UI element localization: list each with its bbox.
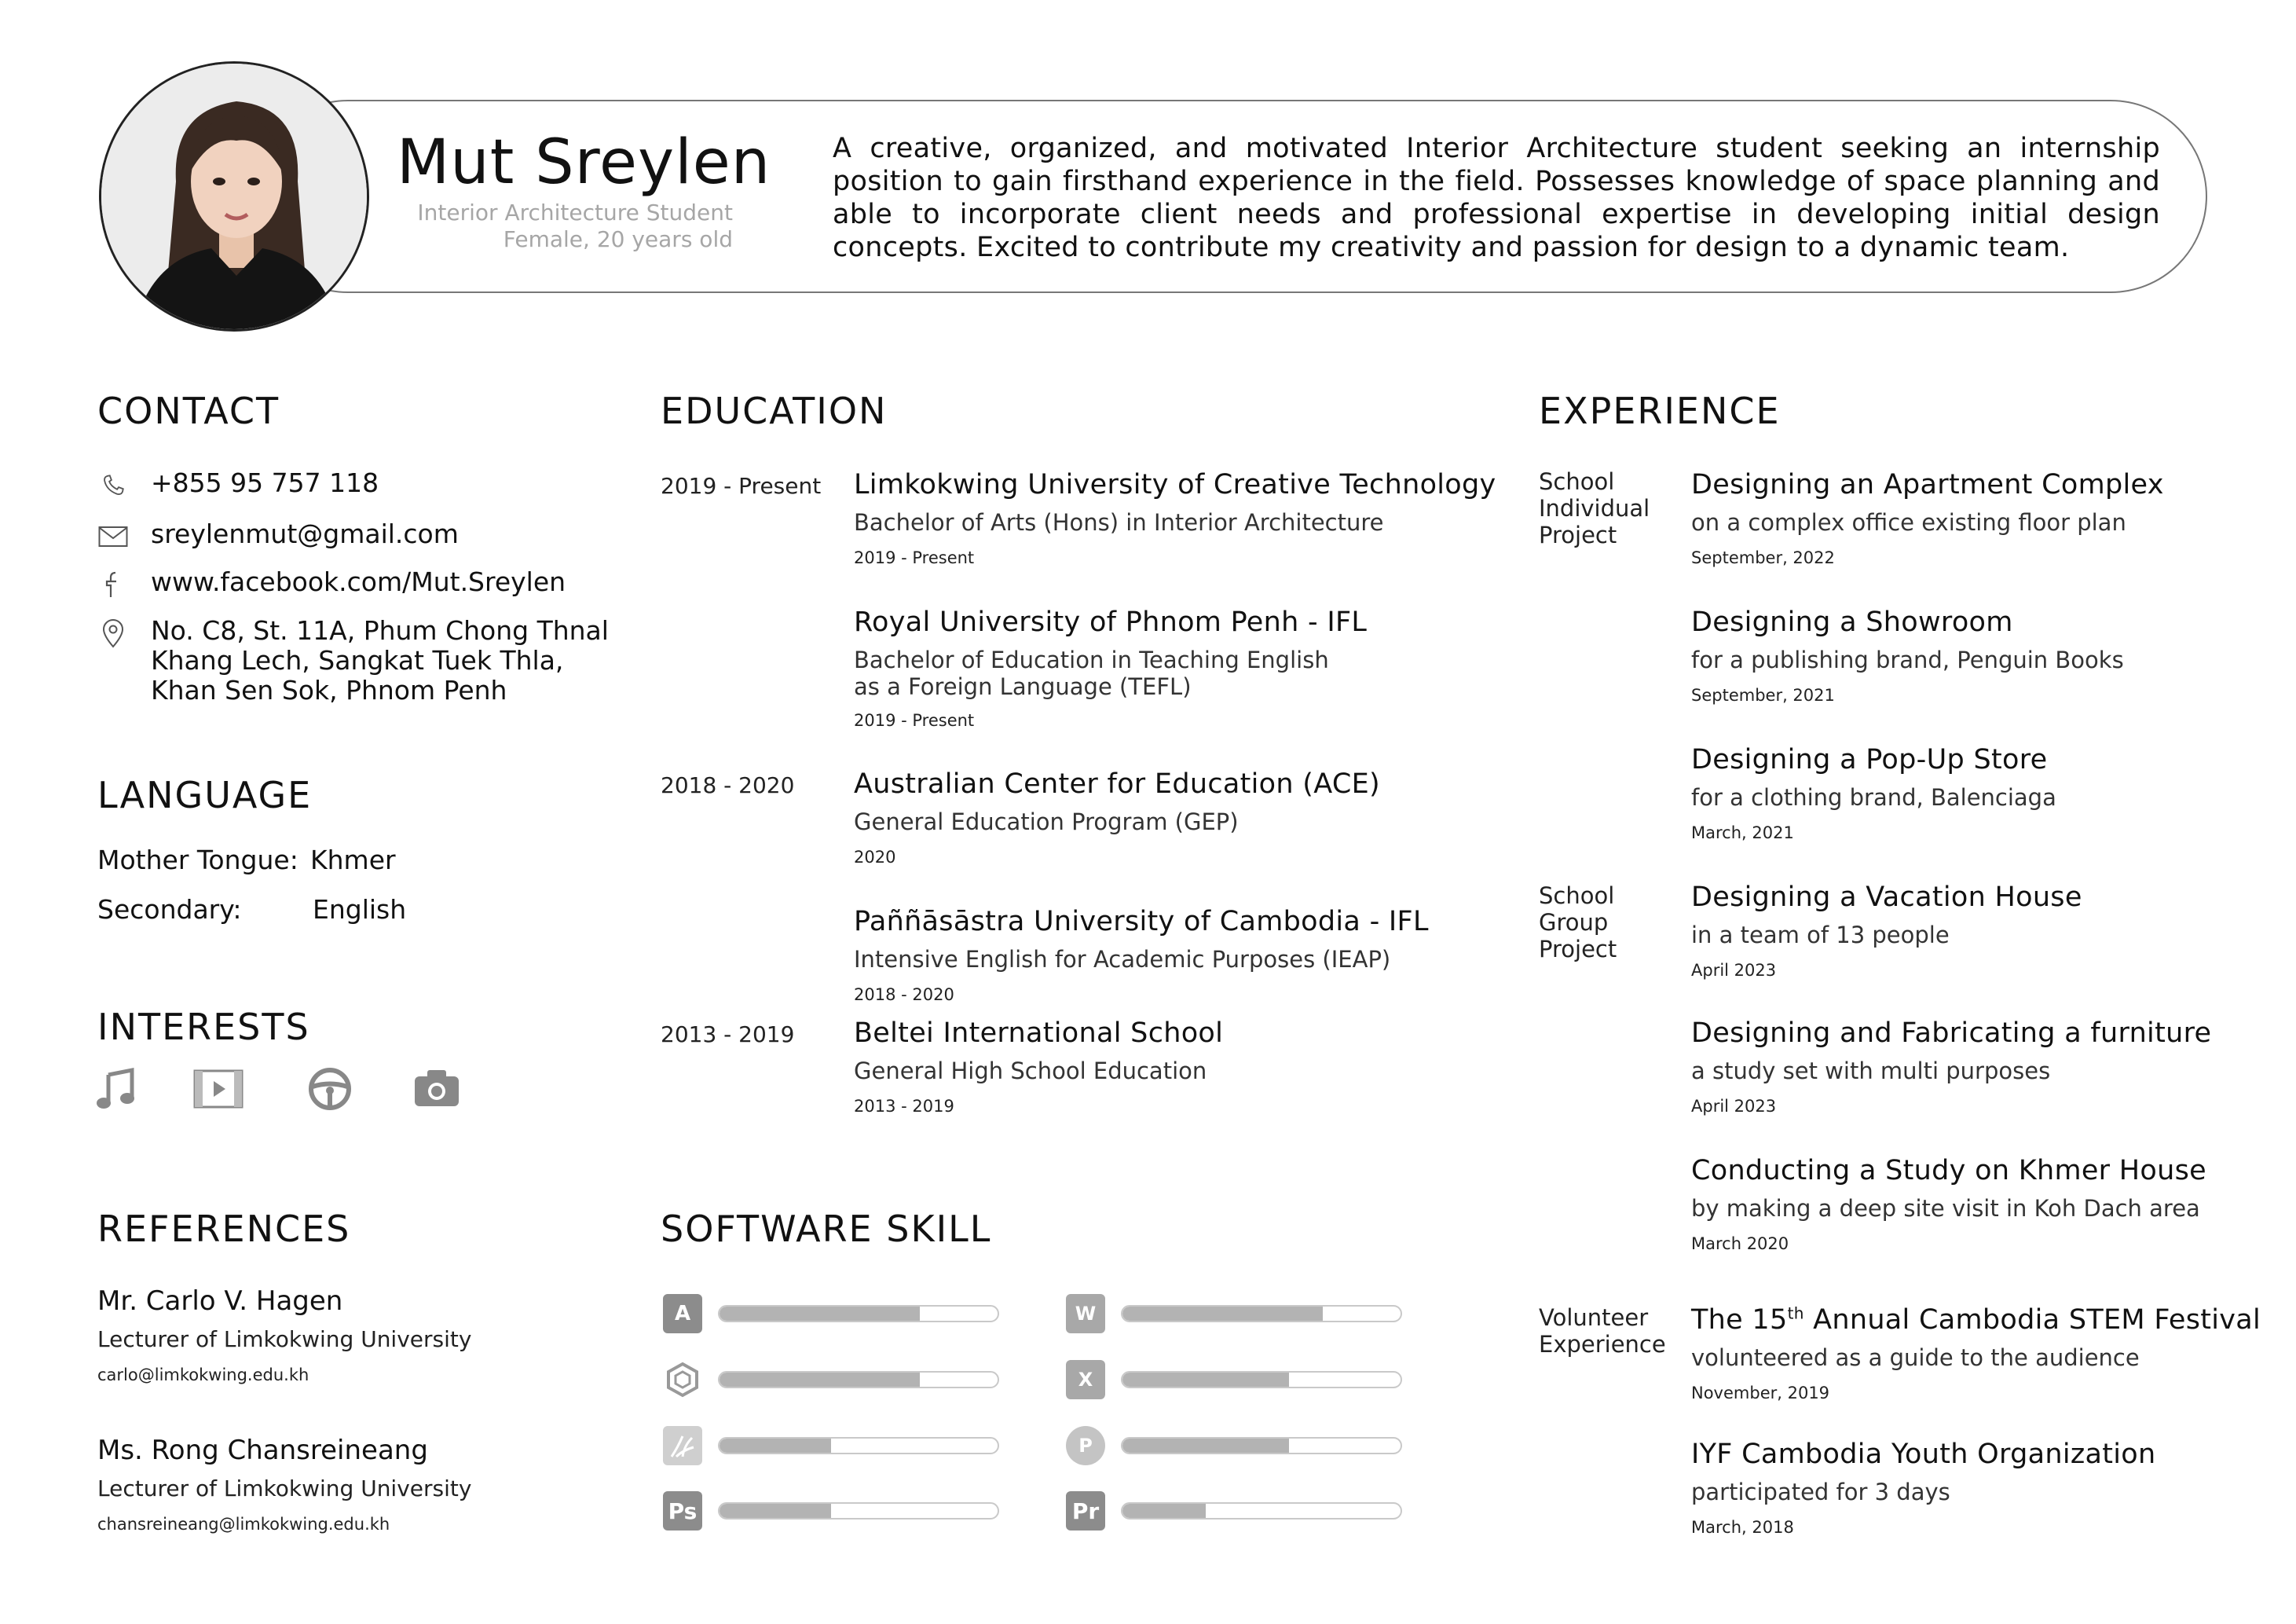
language-label: Mother Tongue: [97,845,298,875]
education-program: General High School Education [854,1058,1207,1084]
premiere-icon: Pr [1066,1491,1105,1531]
software-skill-row [663,1426,999,1465]
reference-name: Ms. Rong Chansreineang [97,1435,428,1466]
education-school: Royal University of Phnom Penh - IFL [854,607,1368,638]
film-icon [192,1067,240,1114]
reference-role: Lecturer of Limkokwing University [97,1326,472,1352]
contact-heading: CONTACT [97,390,280,432]
experience-category: School Group Project [1539,882,1617,962]
steering-wheel-icon [308,1067,355,1114]
experience-heading: EXPERIENCE [1539,390,1781,432]
experience-category: Volunteer Experience [1539,1304,1666,1358]
envelope-icon [97,521,129,552]
enscape-icon [663,1426,702,1465]
experience-date: March, 2018 [1691,1518,1794,1537]
contact-email [97,519,459,552]
software-heading: SOFTWARE SKILL [661,1208,992,1250]
education-program: Intensive English for Academic Purposes (IEAP) [854,946,1391,973]
experience-description: by making a deep site visit in Koh Dach area [1691,1195,2200,1222]
experience-date: November, 2019 [1691,1384,1830,1402]
experience-date: March 2020 [1691,1234,1789,1253]
experience-description: in a team of 13 people [1691,922,1950,948]
software-skill-row [1066,1294,1402,1333]
software-skill-row [663,1491,999,1531]
reference-name: Mr. Carlo V. Hagen [97,1285,343,1317]
skill-bar-track [718,1305,999,1322]
experience-description: on a complex office existing floor plan [1691,509,2126,536]
software-skill-row [1066,1360,1402,1399]
skill-bar-fill [720,1373,920,1387]
software-skill-row [663,1294,999,1333]
facebook-text: www.facebook.com/Mut.Sreylen [151,566,566,597]
skill-bar-track [1121,1305,1402,1322]
address-text: No. C8, St. 11A, Phum Chong Thnal Khang Lech, Sangkat Tuek Thla, Khan Sen Sok, Phnom Penh [151,615,609,706]
skill-bar-track [718,1502,999,1520]
software-skill-row [1066,1426,1402,1465]
education-program: Bachelor of Education in Teaching English as a Foreign Language (TEFL) [854,647,1329,700]
skill-bar-track [1121,1502,1402,1520]
experience-description: for a publishing brand, Penguin Books [1691,647,2124,673]
candidate-role: Interior Architecture Student [417,200,733,225]
education-program: General Education Program (GEP) [854,808,1239,835]
education-dates: 2019 - Present [854,711,975,730]
experience-date: April 2023 [1691,1097,1777,1116]
education-school: Australian Center for Education (ACE) [854,768,1380,800]
education-school: Paññāsāstra University of Cambodia - IFL [854,906,1429,937]
excel-icon: X [1066,1360,1105,1399]
facebook-icon [97,569,129,600]
reference-email[interactable]: chansreineang@limkokwing.edu.kh [97,1515,390,1534]
education-date-range: 2013 - 2019 [661,1021,795,1047]
ordinal-suffix: th [1787,1303,1804,1323]
candidate-name: Mut Sreylen [397,127,771,198]
experience-category: School Individual Project [1539,468,1650,548]
education-dates: 2019 - Present [854,548,975,567]
experience-description: a study set with multi purposes [1691,1058,2051,1084]
software-skill-row [1066,1491,1402,1531]
experience-title: Designing a Pop-Up Store [1691,744,2048,775]
profile-photo [101,64,369,332]
contact-phone [97,468,379,501]
phone-text: +855 95 757 118 [151,467,379,498]
experience-description: for a clothing brand, Balenciaga [1691,784,2056,811]
experience-description: participated for 3 days [1691,1479,1950,1505]
contact-address [97,616,609,706]
experience-date: September, 2021 [1691,686,1835,705]
experience-title-text: The 15 [1691,1304,1788,1336]
powerpoint-icon: P [1066,1426,1105,1465]
experience-description: volunteered as a guide to the audience [1691,1344,2140,1371]
summary-text: A creative, organized, and motivated Interior Architecture student seeking an internship position to gain firsthand experience in the field. Possesses knowledge of space planning and able to incorporate client needs and professional expertise in developing initial design concepts. Excited to contribute my creativity and passion for design to a dynamic team. [833,133,2160,263]
language-label: Secondary: [97,894,242,925]
experience-title: IYF Cambodia Youth Organization [1691,1439,2156,1470]
contact-facebook [97,567,566,600]
sketchup-icon [663,1360,702,1399]
education-date-range: 2019 - Present [661,473,822,499]
skill-bar-track [1121,1437,1402,1454]
language-value: Khmer [310,845,396,875]
experience-title: Designing an Apartment Complex [1691,469,2164,500]
experience-date: April 2023 [1691,961,1777,980]
skill-bar-fill [1122,1307,1323,1321]
language-value: English [313,894,407,925]
software-skill-row [663,1360,999,1399]
education-heading: EDUCATION [661,390,888,432]
experience-title: Designing a Showroom [1691,607,2013,638]
references-heading: REFERENCES [97,1208,351,1250]
autocad-icon: A [663,1294,702,1333]
word-icon: W [1066,1294,1105,1333]
email-text: sreylenmut@gmail.com [151,519,459,549]
skill-bar-track [718,1371,999,1388]
skill-bar-fill [720,1307,920,1321]
camera-icon [413,1067,460,1114]
skill-bar-fill [1122,1439,1289,1453]
education-school: Limkokwing University of Creative Technology [854,469,1496,500]
education-dates: 2013 - 2019 [854,1097,954,1116]
experience-title: Designing a Vacation House [1691,882,2082,913]
interests-heading: INTERESTS [97,1006,310,1048]
education-date-range: 2018 - 2020 [661,772,795,798]
experience-title: Conducting a Study on Khmer House [1691,1155,2206,1186]
candidate-details: Female, 20 years old [503,226,733,252]
reference-email[interactable]: carlo@limkokwing.edu.kh [97,1366,309,1384]
experience-title-text: Annual Cambodia STEM Festival [1803,1304,2261,1336]
photoshop-icon: Ps [663,1491,702,1531]
skill-bar-fill [1122,1504,1206,1518]
education-program: Bachelor of Arts (Hons) in Interior Architecture [854,509,1384,536]
experience-title: Designing and Fabricating a furniture [1691,1017,2212,1049]
experience-date: March, 2021 [1691,823,1794,842]
skill-bar-fill [1122,1373,1289,1387]
education-dates: 2020 [854,848,896,867]
education-dates: 2018 - 2020 [854,985,954,1004]
phone-icon [97,470,129,501]
experience-title [1691,1304,2261,1336]
skill-bar-track [1121,1371,1402,1388]
education-school: Beltei International School [854,1017,1224,1049]
skill-bar-fill [720,1439,831,1453]
language-heading: LANGUAGE [97,774,313,816]
skill-bar-fill [720,1504,831,1518]
experience-date: September, 2022 [1691,548,1835,567]
reference-role: Lecturer of Limkokwing University [97,1476,472,1501]
skill-bar-track [718,1437,999,1454]
avatar [99,61,369,332]
music-note-icon [96,1067,143,1114]
location-pin-icon [97,618,129,649]
